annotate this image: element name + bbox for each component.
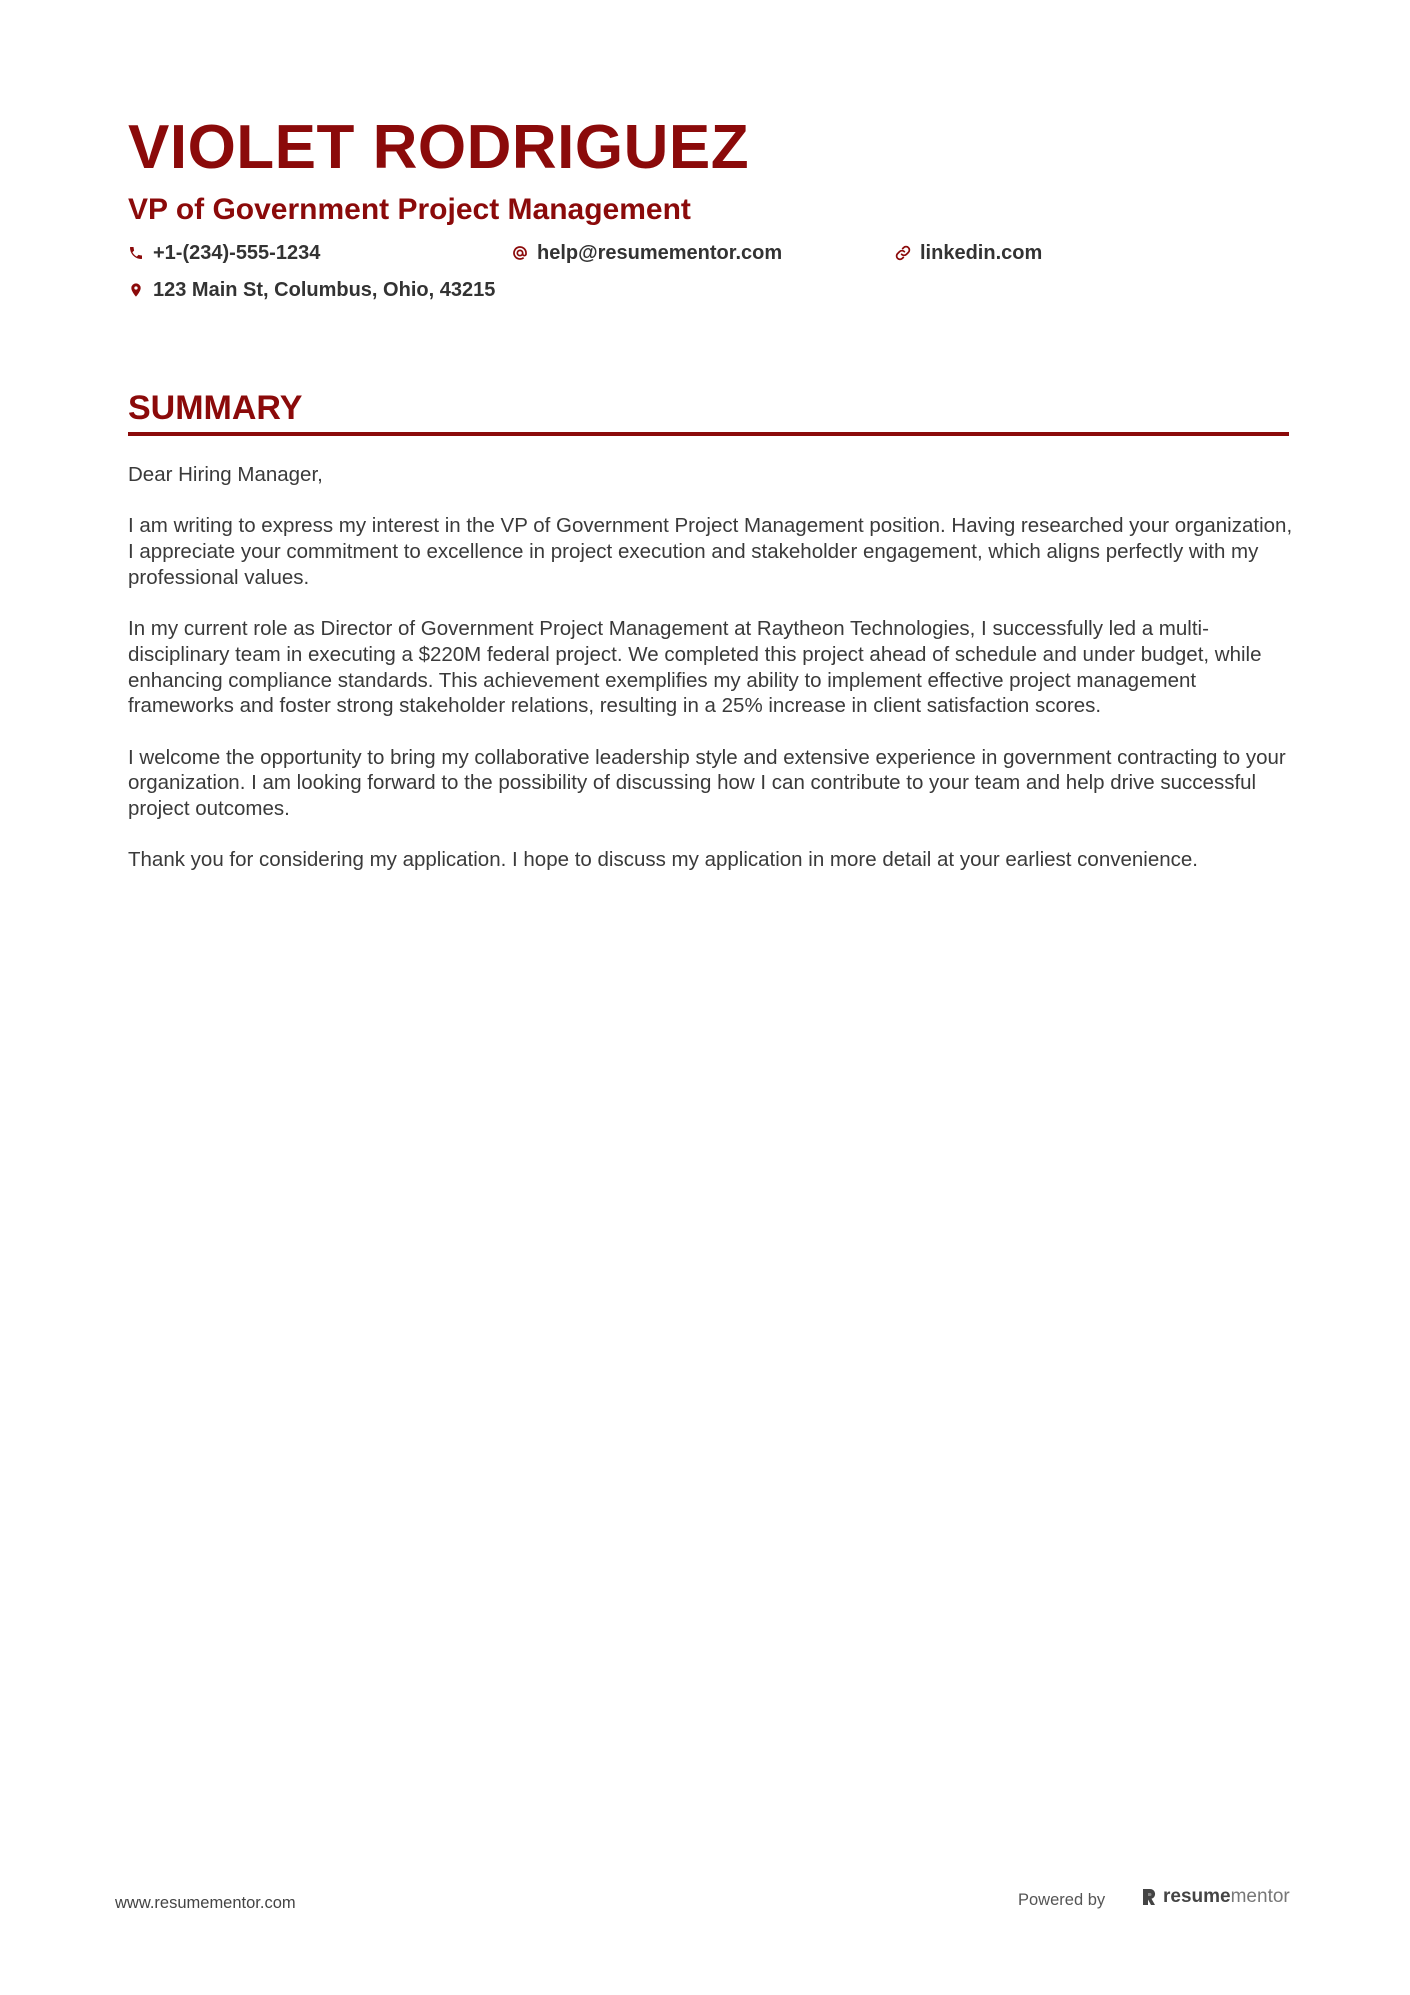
letter-salutation: Dear Hiring Manager,: [128, 463, 323, 486]
brand-logo[interactable]: [1141, 1886, 1290, 1908]
linkedin-text: linkedin.com: [920, 242, 1043, 264]
summary-heading: SUMMARY: [128, 389, 303, 427]
section-divider: [128, 432, 1289, 436]
at-icon: [512, 245, 528, 261]
footer-website-link[interactable]: www.resumementor.com: [115, 1894, 296, 1912]
contact-linkedin[interactable]: [895, 240, 1042, 266]
email-text: help@resumementor.com: [537, 242, 783, 264]
candidate-name: VIOLET RODRIGUEZ: [128, 113, 750, 182]
letter-paragraph: In my current role as Director of Government Project Management at Raytheon Technologies, I successfully led a multi-disciplinary team in executing a $220M federal project. We completed this project ahead of schedule and under budget, while enhancing compliance standards. This achievement exemplifies my ability to implement effective project management frameworks and foster strong stakeholder relations, resulting in a 25% increase in client satisfaction scores.: [128, 617, 1262, 718]
contact-email[interactable]: [512, 240, 782, 266]
letter-closing: Thank you for considering my application. I hope to discuss my application in more detail at your earliest convenience.: [128, 848, 1198, 872]
contact-phone: [128, 240, 320, 266]
phone-icon: [128, 245, 144, 261]
brand-name-light: mentor: [1230, 1886, 1290, 1907]
address-text: 123 Main St, Columbus, Ohio, 43215: [153, 279, 496, 301]
cover-letter-body: [128, 462, 1293, 899]
letter-paragraph: I am writing to express my interest in the VP of Government Project Management position. Having researched your organization, I appreciate your commitment to excellence in project execution and stakeholder engagement, which aligns perfectly with my professional values.: [128, 514, 1293, 589]
letter-paragraph: I welcome the opportunity to bring my collaborative leadership style and extensive experience in government contracting to your organization. I am looking forward to the possibility of discussing how I can contribute to your team and help drive successful project outcomes.: [128, 745, 1286, 821]
location-pin-icon: [128, 282, 144, 298]
link-icon: [895, 245, 911, 261]
contact-address: [128, 277, 495, 303]
phone-text: +1-(234)-555-1234: [153, 242, 321, 264]
powered-by-label: Powered by: [1018, 1891, 1106, 1909]
brand-name-bold: resume: [1163, 1886, 1231, 1907]
resumementor-logo-icon: [1141, 1887, 1157, 1907]
job-title: VP of Government Project Management: [128, 193, 691, 226]
